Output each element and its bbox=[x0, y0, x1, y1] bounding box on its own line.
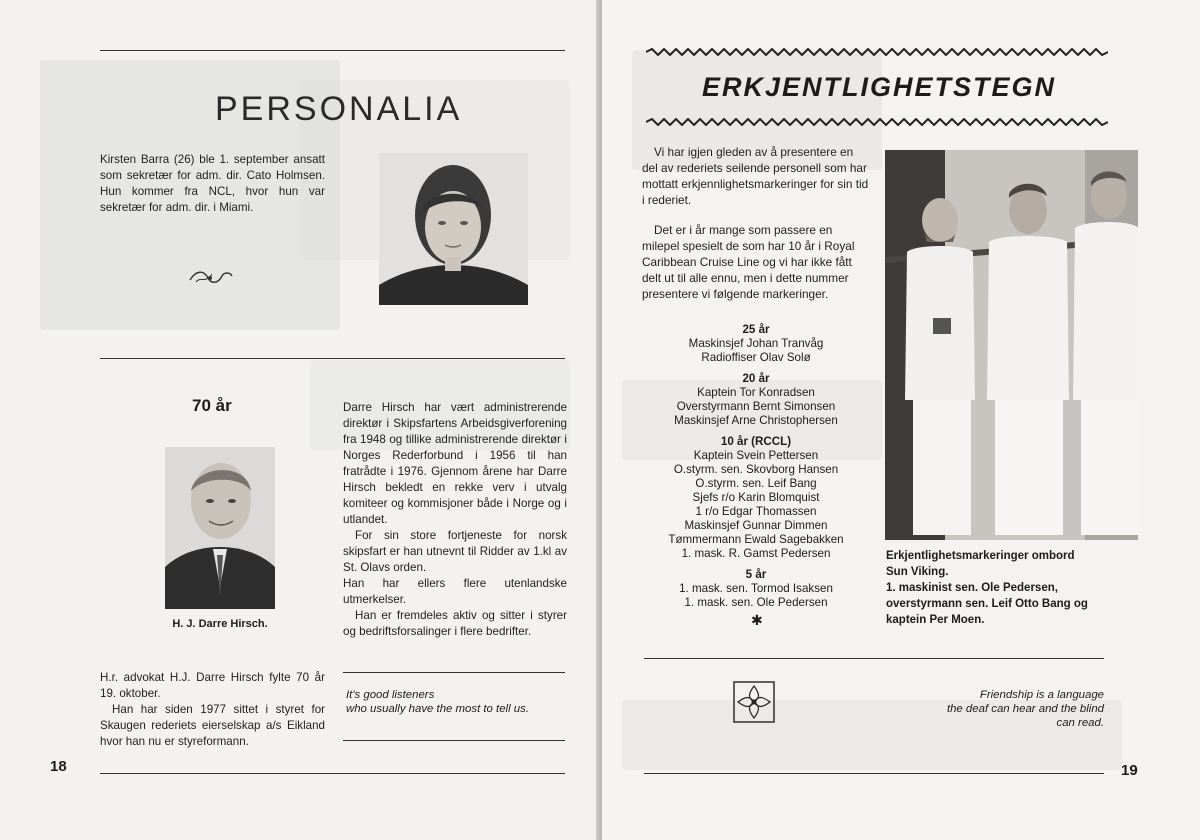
caption-line-3: 1. maskinist sen. Ole Pedersen, bbox=[886, 582, 1058, 594]
group-photo bbox=[885, 150, 1138, 540]
quote-line-3: can read. bbox=[1056, 717, 1104, 729]
portrait-kirsten-barra bbox=[379, 153, 528, 305]
bottom-rule bbox=[100, 773, 565, 774]
mid-rule bbox=[100, 358, 565, 359]
quote-line-1: Friendship is a language bbox=[979, 689, 1104, 701]
hirsch-article bbox=[343, 400, 567, 640]
page-number: 18 bbox=[50, 758, 67, 775]
award-heading-10: 10 år (RCCL) bbox=[720, 435, 792, 448]
star-ornament-icon: ✱ bbox=[751, 612, 763, 628]
bottom-article bbox=[100, 670, 325, 750]
page-title: PERSONALIA bbox=[215, 90, 463, 128]
award-name: 1. mask. sen. Ole Pedersen bbox=[684, 596, 828, 609]
quote-top-rule bbox=[644, 658, 1104, 659]
group-photo-caption bbox=[886, 548, 1146, 628]
bottom-rule bbox=[644, 773, 1104, 774]
award-name: 1. mask. sen. Tormod Isaksen bbox=[679, 582, 833, 595]
award-heading-20: 20 år bbox=[742, 372, 770, 385]
award-name: Overstyrmann Bernt Simonsen bbox=[676, 400, 836, 413]
caption-line-1: Erkjentlighetsmarkeringer ombord bbox=[886, 550, 1075, 562]
floral-ornament-icon bbox=[732, 680, 776, 724]
bottom-paragraph-1: H.r. advokat H.J. Darre Hirsch fylte 70 år 19. oktober. bbox=[100, 671, 325, 700]
right-page bbox=[602, 0, 1200, 840]
award-heading-5: 5 år bbox=[745, 568, 767, 581]
award-name: Kaptein Svein Pettersen bbox=[693, 449, 819, 462]
hirsch-paragraph-3: Han har ellers flere utenlandske utmerkelser. bbox=[343, 577, 567, 606]
award-name: O.styrm. sen. Skovborg Hansen bbox=[673, 463, 839, 476]
page-title: ERKJENTLIGHETSTEGN bbox=[702, 72, 1057, 102]
award-name: Maskinsjef Arne Christophersen bbox=[674, 414, 838, 427]
barra-text: Kirsten Barra (26) ble 1. september ansatt som sekretær for adm. dir. Cato Holmsen. Hun kommer fra NCL, hvor hun var sekretær for adm. dir. i Miami. bbox=[100, 153, 325, 214]
intro-paragraph-2: Det er i år mange som passere en milepel spesielt de som har 10 år i Royal Caribbean Cruise Line og vi har ikke fått delt ut til alle ennu, men i dette nummer presentere vi følgende markeringer. bbox=[642, 223, 855, 301]
award-name: Kaptein Tor Konradsen bbox=[697, 386, 815, 399]
caption-line-2: Sun Viking. bbox=[886, 566, 949, 578]
award-name: Maskinsjef Gunnar Dimmen bbox=[684, 519, 828, 532]
quote-top-rule bbox=[343, 672, 565, 673]
page-number: 19 bbox=[1121, 762, 1138, 779]
award-name: 1. mask. R. Gamst Pedersen bbox=[681, 547, 831, 560]
photo-caption: H. J. Darre Hirsch. bbox=[172, 618, 268, 630]
quote-line-2: the deaf can hear and the blind bbox=[946, 703, 1104, 715]
award-name: Radioffiser Olav Solø bbox=[701, 351, 811, 364]
portrait-darre-hirsch bbox=[165, 447, 275, 609]
hirsch-paragraph-4: Han er fremdeles aktiv og sitter i styrer og bedriftsforsalinger i flere bedrifter. bbox=[343, 609, 567, 638]
awards-list bbox=[642, 316, 870, 610]
bottom-paragraph-2: Han har siden 1977 sittet i styret for Skaugen rederiets eierselskap a/s Eikland hvor han nu er styreformann. bbox=[100, 703, 325, 748]
quote-block bbox=[346, 688, 566, 716]
award-name: Maskinsjef Johan Tranvåg bbox=[688, 337, 824, 350]
caption-line-4: overstyrmann sen. Leif Otto Bang og bbox=[886, 598, 1088, 610]
intro-paragraph-1: Vi har igjen gleden av å presentere en del av rederiets seilende personell som har mottatt erkjennlighetsmarkeringer for sin tid i rederiet. bbox=[642, 145, 869, 207]
hirsch-paragraph-2: For sin store fortjeneste for norsk skipsfart er han utnevnt til Ridder av 1.kl av St. Olavs orden. bbox=[343, 529, 567, 574]
top-rule bbox=[100, 50, 565, 51]
award-name: Sjefs r/o Karin Blomquist bbox=[692, 491, 820, 504]
hirsch-paragraph-1: Darre Hirsch har vært administrerende direktør i Skipsfartens Arbeidsgiverforening fra 1948 og tillike administrerende direktør i Norges Rederforbund i 1956 til han fratrådte i 1976. Gjennom årene har Darre Hirsch bekledt en rekke verv i utvalg komiteer og kommisjoner både i Norge og i utlandet. bbox=[343, 401, 567, 526]
zigzag-top-icon bbox=[646, 48, 1108, 56]
seventy-heading: 70 år bbox=[192, 396, 232, 415]
ornament-icon bbox=[186, 266, 234, 288]
friendship-quote bbox=[862, 688, 1104, 730]
award-name: O.styrm. sen. Leif Bang bbox=[695, 477, 817, 490]
quote-bottom-rule bbox=[343, 740, 565, 741]
award-name: Tømmermann Ewald Sagebakken bbox=[668, 533, 844, 546]
award-name: 1 r/o Edgar Thomassen bbox=[695, 505, 817, 518]
quote-line-2: who usually have the most to tell us. bbox=[346, 703, 529, 715]
award-heading-25: 25 år bbox=[742, 323, 770, 336]
quote-line-1: It's good listeners bbox=[346, 689, 435, 701]
zigzag-bottom-icon bbox=[646, 118, 1108, 126]
caption-line-5: kaptein Per Moen. bbox=[886, 614, 985, 626]
intro-article bbox=[642, 144, 870, 302]
